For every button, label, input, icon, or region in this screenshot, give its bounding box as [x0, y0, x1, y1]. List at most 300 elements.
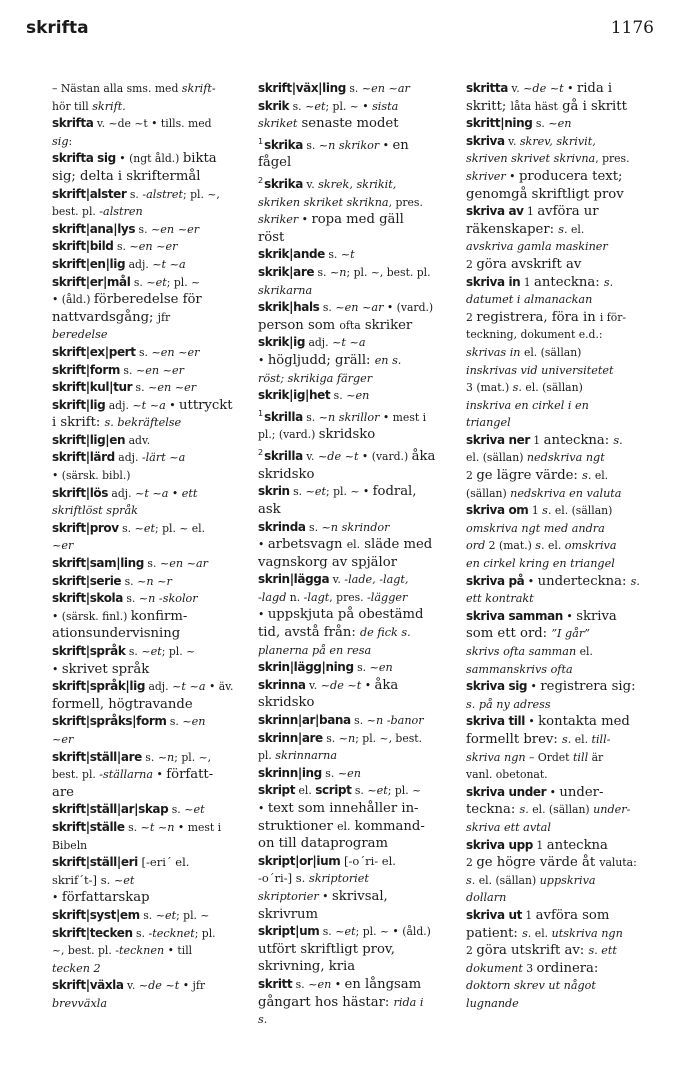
- example-text: ~en: [337, 766, 361, 780]
- example-text: skrinnarna: [275, 749, 337, 763]
- headword: skrift|ställ|eri: [52, 855, 138, 870]
- grammar-note: ; pl. ~,: [174, 750, 212, 764]
- grammar-note: adv.: [125, 433, 151, 447]
- headword: skriva in: [466, 274, 521, 289]
- example-text: ~n skrindor: [321, 520, 390, 534]
- grammar-note: jfr: [157, 310, 171, 324]
- definition-text: bikta: [182, 151, 217, 167]
- definition-text: fodral,: [372, 484, 417, 500]
- dictionary-line: [258, 976, 458, 994]
- dictionary-line: [466, 221, 666, 239]
- grammar-note: ; pl. ~ el.: [155, 521, 206, 535]
- sense-number: 1: [520, 275, 535, 289]
- grammar-note: s.: [168, 803, 185, 817]
- example-text: -tecknen: [115, 944, 165, 958]
- grammar-note: •: [52, 891, 62, 905]
- definition-text: förberedelse för: [93, 292, 202, 308]
- grammar-note: •: [546, 785, 560, 799]
- dictionary-line: [466, 854, 666, 872]
- definition-text: en: [392, 137, 409, 153]
- dictionary-line: [466, 379, 666, 397]
- dictionary-line: [466, 449, 666, 467]
- definition-text: senaste modet: [297, 116, 399, 132]
- headword: skritta: [466, 81, 508, 95]
- definition-text: skritt;: [466, 98, 511, 114]
- grammar-note: v.: [305, 678, 321, 692]
- dictionary-line: [52, 731, 250, 749]
- example-text: ~en ~er: [151, 345, 200, 359]
- definition-text: arbetsvagn: [267, 537, 347, 553]
- example-text: brevväxla: [52, 996, 107, 1010]
- example-text: ~er: [52, 539, 74, 553]
- headword: skrika: [264, 177, 303, 192]
- grammar-note: el.: [576, 645, 593, 658]
- grammar-note: adj.: [145, 680, 173, 694]
- headword: skrika: [264, 137, 303, 152]
- grammar-note: •: [298, 213, 312, 227]
- example-text: ~en ~ar: [335, 301, 384, 315]
- definition-text: utfört skriftligt prov,: [258, 941, 395, 957]
- dictionary-line: [258, 405, 458, 427]
- sense-number: 1: [532, 838, 547, 852]
- definition-text: producera text;: [518, 168, 623, 184]
- example-text: s.: [558, 222, 568, 236]
- headword: skrinn|are: [258, 730, 323, 745]
- dictionary-line: [258, 1011, 458, 1029]
- example-text: ~et: [141, 645, 162, 658]
- definition-text: formellt brev:: [466, 731, 562, 747]
- example-text: s.: [522, 926, 532, 940]
- dictionary-line: [52, 203, 250, 221]
- example-text: en cirkel kring en triangel: [466, 557, 615, 571]
- dictionary-line: [466, 520, 666, 538]
- grammar-note: ; pl. ~, best. pl.: [346, 266, 431, 280]
- example-text: inskriva en cirkel i en: [466, 398, 589, 412]
- definition-text: ordinera:: [536, 960, 599, 976]
- dictionary-line: [466, 889, 666, 907]
- definition-text: en långsam: [344, 976, 422, 992]
- grammar-note: s.: [124, 820, 141, 834]
- grammar-note: •: [563, 82, 577, 95]
- dictionary-line: [258, 133, 458, 155]
- example-text: ~n: [338, 731, 356, 745]
- dictionary-line: [258, 80, 458, 98]
- dictionary-line: [52, 520, 250, 538]
- definition-text: göra utskrift av:: [476, 943, 589, 959]
- headword: skrift|ställe: [52, 819, 125, 834]
- grammar-note: s.: [353, 661, 370, 675]
- dictionary-line: [52, 942, 250, 960]
- headword: skrift|form: [52, 362, 120, 377]
- grammar-note: s.: [132, 926, 149, 940]
- grammar-note: n.: [286, 590, 304, 604]
- dictionary-line: [52, 766, 250, 784]
- dictionary-line: [52, 168, 250, 186]
- definition-text: patient:: [466, 925, 523, 941]
- dictionary-line: [52, 256, 250, 274]
- grammar-note: .: [122, 99, 126, 113]
- example-text: skrivas in: [466, 345, 521, 359]
- headword: skrinn|ar|bana: [258, 713, 351, 728]
- definition-text: sig; delta i skriftermål: [52, 168, 201, 184]
- headword: skriva om: [466, 503, 529, 518]
- grammar-note: adj.: [105, 398, 133, 412]
- grammar-note: s.: [130, 275, 147, 289]
- headword: skrilla: [264, 409, 303, 424]
- dictionary-line: [258, 571, 458, 589]
- dictionary-line: [466, 784, 666, 802]
- example-text: ~en ~ar: [361, 82, 410, 95]
- dictionary-line: [466, 133, 666, 151]
- headword: skrift|tecken: [52, 925, 133, 940]
- example-text: ~t ~a: [152, 257, 186, 271]
- dictionary-line: [258, 800, 458, 818]
- grammar-note: s.: [351, 784, 368, 798]
- sense-number: 2: [466, 469, 477, 483]
- grammar-note: el. (sällan): [551, 504, 613, 518]
- headword: skrinn|ing: [258, 765, 322, 780]
- dictionary-line: [466, 203, 666, 221]
- grammar-note: s.: [121, 574, 137, 588]
- definition-text: åka: [374, 677, 399, 693]
- grammar-note: pl.; (vard.): [258, 428, 319, 442]
- headword: skriva till: [466, 714, 525, 729]
- dictionary-line: [466, 713, 666, 731]
- example-text: ~t ~a: [132, 398, 166, 412]
- homograph-number: 2: [258, 176, 264, 186]
- grammar-note: •: [258, 538, 268, 552]
- grammar-note: el.: [591, 469, 609, 483]
- dictionary-line: [258, 870, 458, 888]
- grammar-note: ; pl. ~: [176, 908, 210, 922]
- headword: skrifta sig: [52, 151, 116, 166]
- example-text: dokument: [466, 961, 523, 975]
- dictionary-line: [52, 925, 250, 943]
- grammar-note: • äv.: [205, 680, 234, 694]
- example-text: ~en ~ar: [159, 557, 208, 571]
- definition-text: ask: [258, 501, 281, 517]
- grammar-note: •: [524, 574, 538, 588]
- dictionary-line: [466, 837, 666, 855]
- dictionary-line: [466, 573, 666, 591]
- grammar-note: – Nästan alla sms. med: [52, 82, 182, 95]
- dictionary-line: [466, 186, 666, 204]
- grammar-note: • jfr: [179, 979, 206, 993]
- example-text: sista: [372, 99, 399, 113]
- headword: skriva under: [466, 784, 547, 799]
- headword: skrift|ställ|are: [52, 749, 142, 764]
- dictionary-line: [466, 907, 666, 925]
- definition-text: räkenskaper:: [466, 221, 559, 237]
- grammar-note: adj.: [305, 336, 333, 350]
- dictionary-line: [258, 317, 458, 335]
- headword: skrift|serie: [52, 573, 122, 588]
- definition-text: författarskap: [61, 890, 150, 906]
- example-text: ~n: [329, 266, 347, 280]
- dictionary-column-1: [52, 80, 250, 1012]
- dictionary-line: [466, 291, 666, 309]
- example-text: skrikarna: [258, 283, 313, 297]
- example-text: sig: [52, 134, 69, 148]
- dictionary-line: [52, 115, 250, 133]
- definition-text: kontakta med: [538, 714, 630, 730]
- example-text: ~en: [182, 715, 206, 729]
- dictionary-line: [258, 923, 458, 941]
- dictionary-line: [52, 344, 250, 362]
- grammar-note: s.: [319, 925, 336, 939]
- dictionary-line: [258, 370, 458, 388]
- example-text: -lagt: [303, 590, 330, 604]
- dictionary-line: [466, 872, 666, 890]
- headword: skrift|ställ|ar|skap: [52, 802, 169, 817]
- grammar-note: •: [505, 169, 519, 183]
- example-text: ~n -skolor: [138, 592, 198, 606]
- dictionary-line: [52, 414, 250, 432]
- grammar-note: s.: [166, 715, 183, 729]
- example-text: s.: [582, 469, 592, 483]
- dictionary-line: [52, 150, 250, 168]
- grammar-note: • (ngt åld.): [115, 152, 183, 166]
- dictionary-line: [52, 696, 250, 714]
- dictionary-line: [52, 608, 250, 626]
- dictionary-line: [258, 554, 458, 572]
- example-text: skrivs ofta samman: [466, 645, 577, 658]
- example-text: s.: [562, 732, 572, 746]
- example-text: skrek, skrikit,: [318, 178, 397, 192]
- example-text: skriptoriet: [308, 872, 369, 886]
- dictionary-line: [466, 362, 666, 380]
- dictionary-line: [258, 154, 458, 172]
- example-text: s.: [466, 873, 476, 887]
- dictionary-line: [258, 624, 458, 642]
- homograph-number: 1: [258, 136, 264, 146]
- dictionary-line: [52, 133, 250, 151]
- headword: skrift|ex|pert: [52, 344, 136, 359]
- grammar-note: ; pl.: [194, 926, 216, 940]
- example-text: s.: [613, 433, 623, 447]
- pronunciation: -o´ri-] s.: [258, 871, 309, 886]
- dictionary-line: [52, 713, 250, 731]
- definition-text: fågel: [258, 155, 292, 171]
- definition-text: skridsko: [258, 466, 315, 482]
- dictionary-line: [52, 98, 250, 116]
- grammar-note: ~, best. pl.: [52, 944, 116, 958]
- definition-text: nattvardsgång;: [52, 309, 158, 325]
- example-text: ~n -banor: [366, 714, 424, 728]
- example-text: ~en: [346, 389, 370, 403]
- example-text: ~et: [134, 521, 156, 535]
- dictionary-line: [52, 801, 250, 819]
- example-text: ~en: [369, 661, 393, 675]
- dictionary-line: [258, 747, 458, 765]
- definition-text: anteckna:: [534, 274, 604, 290]
- grammar-note: • (vard.): [383, 301, 434, 315]
- headword: skriva upp: [466, 837, 533, 852]
- grammar-note: v.: [504, 134, 520, 148]
- example-text: ~de ~t: [138, 979, 180, 993]
- grammar-note: ; pl. ~,: [183, 187, 220, 201]
- definition-text: anteckna: [546, 837, 608, 853]
- grammar-note: s.: [135, 222, 151, 236]
- definition-text: skrivrum: [258, 906, 319, 922]
- grammar-note: pl.: [258, 749, 276, 763]
- dictionary-line: [52, 432, 250, 450]
- grammar-note: s.: [132, 381, 148, 395]
- example-text: omskriva ngt med andra: [466, 521, 605, 535]
- grammar-note: • mest i: [379, 410, 427, 424]
- grammar-note: •: [258, 802, 268, 815]
- grammar-note: vanl. obetonat.: [466, 768, 548, 782]
- headword: skrin|lägg|ning: [258, 660, 354, 675]
- sense-number: 1: [528, 504, 543, 518]
- homograph-number: 1: [258, 408, 264, 418]
- example-text: ~t ~a: [332, 336, 366, 350]
- definition-text: konfirm-: [130, 608, 188, 624]
- dictionary-line: [258, 835, 458, 853]
- dictionary-line: [258, 444, 458, 466]
- grammar-note: (mat.): [476, 381, 513, 395]
- example-text: -alstret: [142, 187, 184, 201]
- example-text: ~et: [146, 275, 167, 289]
- headword: skript: [258, 783, 296, 798]
- definition-text: teckna:: [466, 802, 520, 818]
- definition-text: författ-: [166, 767, 214, 783]
- grammar-note: ; pl. ~ • (åld.): [355, 925, 431, 939]
- example-text: skriptorier: [258, 889, 319, 903]
- grammar-note: , pres.: [388, 195, 423, 209]
- example-text: under-: [593, 803, 631, 817]
- example-text: ~n skrillor: [318, 410, 380, 424]
- grammar-note: teckning, dokument e.d.:: [466, 328, 603, 342]
- grammar-note: • mest i: [174, 820, 222, 834]
- example-text: ~de ~t: [320, 678, 362, 692]
- dictionary-line: [258, 387, 458, 405]
- example-text: skriket: [258, 117, 298, 131]
- definition-text: som ett ord:: [466, 626, 552, 642]
- example-text: ~n skrikor: [318, 138, 380, 152]
- example-text: beredelse: [52, 328, 108, 342]
- headword: skritt|ning: [466, 116, 533, 131]
- headword: skrinna: [258, 677, 306, 692]
- example-text: s.: [542, 504, 552, 518]
- headword: skriva ut: [466, 907, 522, 922]
- example-text: ~n: [157, 750, 175, 764]
- dictionary-line: [258, 98, 458, 116]
- dictionary-line: [466, 80, 666, 98]
- example-text: ~et: [367, 784, 388, 798]
- headword: skrilla: [264, 449, 303, 464]
- definition-text: ge högre värde åt: [476, 855, 600, 871]
- example-text: ord: [466, 539, 486, 553]
- dictionary-line: [258, 466, 458, 484]
- example-text: till-: [591, 732, 611, 746]
- definition-text: avföra som: [535, 907, 610, 923]
- grammar-note: v.: [507, 82, 524, 95]
- headword: skrift|sam|ling: [52, 556, 144, 571]
- example-text: ~en ~er: [147, 381, 197, 395]
- example-text: ~de ~t: [317, 450, 359, 464]
- dictionary-line: [258, 659, 458, 677]
- grammar-note: •: [562, 609, 577, 623]
- grammar-note: • (särsk. finl.): [52, 609, 131, 623]
- example-text: ~t ~a: [172, 680, 206, 694]
- grammar-note: s.: [125, 645, 142, 658]
- dictionary-line: [466, 942, 666, 960]
- grammar-note: el. (sällan): [475, 873, 540, 887]
- example-text: -lade, -lagt,: [344, 573, 409, 587]
- dictionary-line: [52, 907, 250, 925]
- grammar-note: ; pl. ~: [161, 645, 196, 658]
- definition-text: skrivsal,: [331, 888, 388, 904]
- example-text: ett: [181, 486, 198, 500]
- grammar-note: ; pl. ~ •: [325, 99, 373, 113]
- grammar-note: el.: [567, 222, 585, 236]
- grammar-note: s.: [289, 99, 305, 113]
- definition-text: text som innehåller in-: [267, 801, 419, 816]
- grammar-note: hör till: [52, 99, 93, 113]
- headword: skrik|ig: [258, 335, 306, 350]
- grammar-note: •: [361, 678, 375, 692]
- running-headword: skrifta: [26, 18, 89, 38]
- example-text: planerna på en resa: [258, 643, 372, 657]
- dictionary-line: [258, 229, 458, 247]
- grammar-note: • (åld.): [52, 293, 94, 307]
- dictionary-line: [258, 264, 458, 282]
- example-text: -alstren: [99, 205, 143, 219]
- definition-text: avföra ur: [537, 204, 599, 220]
- headword: skrift|syst|em: [52, 907, 140, 922]
- headword: skript|or|ium: [258, 853, 341, 868]
- grammar-note: s.: [319, 301, 336, 315]
- dictionary-line: [466, 326, 666, 344]
- dictionary-line: [258, 642, 458, 660]
- dictionary-line: [258, 536, 458, 554]
- definition-text: are: [52, 784, 74, 800]
- grammar-note: s.: [324, 248, 341, 262]
- dictionary-line: [466, 661, 666, 679]
- grammar-note: s.: [292, 977, 309, 991]
- example-text: s. på ny adress: [466, 697, 551, 711]
- grammar-note: s.: [139, 908, 156, 922]
- definition-text: gångart hos hästar:: [258, 994, 394, 1010]
- example-text: doktorn skrev ut något: [466, 979, 596, 993]
- grammar-note: v.: [302, 178, 319, 192]
- headword: skrift|er|mål: [52, 274, 131, 289]
- grammar-note: låta häst: [510, 99, 558, 113]
- grammar-note: (mat.): [498, 539, 536, 553]
- dictionary-line: [258, 426, 458, 444]
- definition-text: underteckna:: [537, 573, 631, 589]
- grammar-note: Bibeln: [52, 838, 88, 852]
- dictionary-line: [258, 712, 458, 730]
- grammar-note: •: [165, 398, 180, 412]
- dictionary-line: [258, 589, 458, 607]
- grammar-note: •: [527, 680, 541, 694]
- example-text: ~t ~n: [140, 820, 175, 834]
- dictionary-line: [258, 115, 458, 133]
- dictionary-line: [52, 872, 250, 890]
- grammar-note: •: [153, 768, 167, 782]
- definition-text: registrera sig:: [540, 679, 636, 695]
- grammar-note: •: [524, 715, 539, 729]
- example-text: ~n ~r: [137, 574, 172, 588]
- dictionary-line: [52, 555, 250, 573]
- definition-text: i skrift:: [52, 415, 105, 431]
- dictionary-line: [52, 291, 250, 309]
- grammar-note: s.: [330, 389, 347, 403]
- dictionary-line: [466, 696, 666, 714]
- dictionary-line: [466, 274, 666, 292]
